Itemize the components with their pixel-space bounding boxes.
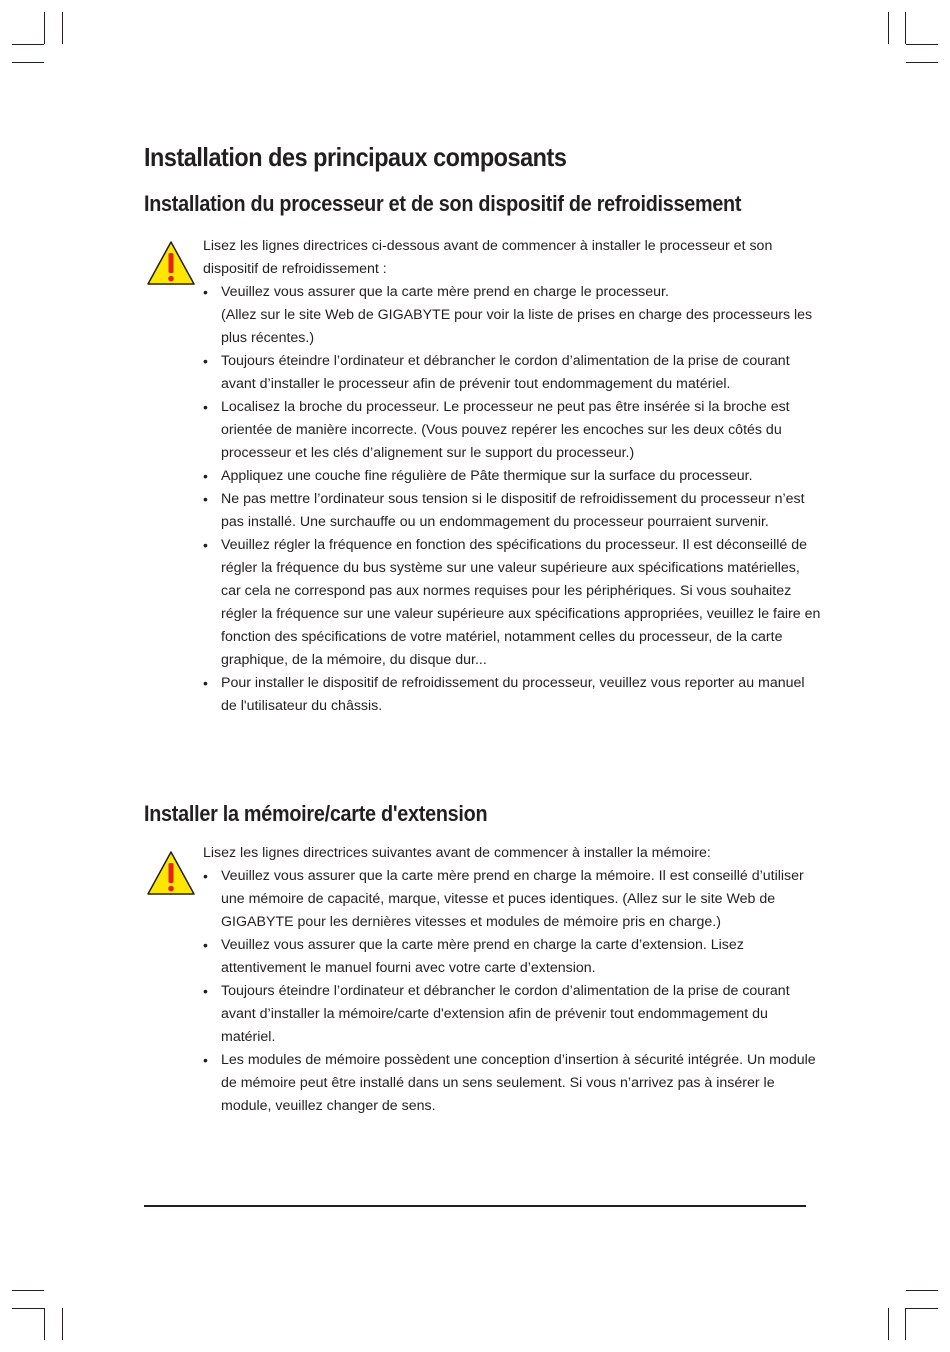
bullet: • xyxy=(203,675,208,691)
list-item-text: Toujours éteindre l’ordinateur et débrancher le cordon d’alimentation de la prise de courant avant d’installer la mémoire/carte d'extension afin de prévenir tout endommagement du matériel. xyxy=(221,983,790,1045)
crop-mark xyxy=(905,1308,906,1340)
list-item-text: Veuillez régler la fréquence en fonction des spécifications du processeur. Il est déconseillé de régler la fréquence du bus système sur une valeur supérieure aux spécifications matérielles, car cela ne correspond pas aux normes requises pour les périphériques. Si vous souhaitez régler la fréquence sur une valeur supérieure aux spécifications appropriées, veuillez le faire en fonction des spécifications de votre matériel, notamment celles du processeur, de la carte graphique, de la mémoire, du disque dur... xyxy=(221,537,821,668)
list-item xyxy=(203,672,823,718)
list-item-text: Les modules de mémoire possèdent une conception d’insertion à sécurité intégrée. Un module de mémoire peut être installé dans un sens seulement. Si vous n’arrivez pas à insérer le module, veuillez changer de sens. xyxy=(221,1052,816,1114)
crop-mark xyxy=(44,1308,45,1340)
memory-guideline-list xyxy=(203,865,823,1118)
bullet: • xyxy=(203,353,208,369)
list-item xyxy=(203,980,823,1049)
crop-mark xyxy=(62,12,63,44)
warning-icon xyxy=(146,240,196,286)
list-item xyxy=(203,1049,823,1118)
crop-mark xyxy=(12,44,44,45)
cpu-guideline-list xyxy=(203,281,823,718)
section-heading-memory: Installer la mémoire/carte d'extension xyxy=(144,801,488,826)
cpu-guidelines xyxy=(203,235,823,718)
warning-icon xyxy=(146,850,196,896)
list-item xyxy=(203,865,823,934)
crop-mark xyxy=(12,1308,44,1309)
crop-mark xyxy=(888,1308,889,1340)
bullet: • xyxy=(203,468,208,484)
list-item-text: Ne pas mettre l’ordinateur sous tension si le dispositif de refroidissement du processeur n’est pas installé. Une surchauffe ou un endommagement du processeur pourraient survenir. xyxy=(221,491,805,530)
crop-mark xyxy=(62,1308,63,1340)
crop-mark xyxy=(12,62,44,63)
list-item-text: Localisez la broche du processeur. Le processeur ne peut pas être insérée si la broche est orientée de manière incorrecte. (Vous pouvez repérer les encoches sur les deux côtés du processeur et les clés d’alignement sur le support du processeur.) xyxy=(221,399,790,461)
bullet: • xyxy=(203,399,208,415)
list-item-note: (Allez sur le site Web de GIGABYTE pour voir la liste de prises en charge des processeurs les plus récentes.) xyxy=(221,307,813,346)
bullet: • xyxy=(203,537,208,553)
crop-mark xyxy=(906,44,938,45)
list-item-text: Pour installer le dispositif de refroidissement du processeur, veuillez vous reporter au manuel de l'utilisateur du châssis. xyxy=(221,675,805,714)
list-item-text: Veuillez vous assurer que la carte mère prend en charge la carte d’extension. Lisez attentivement le manuel fourni avec votre carte d’extension. xyxy=(221,937,744,976)
list-item xyxy=(203,465,823,488)
bullet: • xyxy=(203,491,208,507)
list-item-text: Appliquez une couche fine régulière de Pâte thermique sur la surface du processeur. xyxy=(221,468,753,484)
list-item xyxy=(203,934,823,980)
bullet: • xyxy=(203,284,208,300)
memory-guidelines xyxy=(203,842,823,1118)
list-item xyxy=(203,281,823,350)
crop-mark xyxy=(888,12,889,44)
memory-intro: Lisez les lignes directrices suivantes avant de commencer à installer la mémoire: xyxy=(203,845,711,861)
crop-mark xyxy=(906,62,938,63)
crop-mark xyxy=(905,12,906,44)
crop-mark xyxy=(44,12,45,44)
page-title: Installation des principaux composants xyxy=(144,142,567,172)
crop-mark xyxy=(906,1308,938,1309)
list-item-text: Veuillez vous assurer que la carte mère prend en charge le processeur. xyxy=(221,284,669,300)
list-item-text: Toujours éteindre l’ordinateur et débrancher le cordon d’alimentation de la prise de courant avant d’installer le processeur afin de prévenir tout endommagement du matériel. xyxy=(221,353,790,392)
bullet: • xyxy=(203,937,208,953)
list-item xyxy=(203,488,823,534)
crop-mark xyxy=(12,1290,44,1291)
crop-mark xyxy=(906,1290,938,1291)
footer-rule xyxy=(144,1205,806,1207)
section-heading-cpu: Installation du processeur et de son dispositif de refroidissement xyxy=(144,191,742,216)
list-item xyxy=(203,396,823,465)
bullet: • xyxy=(203,868,208,884)
list-item xyxy=(203,534,823,672)
bullet: • xyxy=(203,1052,208,1068)
list-item-text: Veuillez vous assurer que la carte mère prend en charge la mémoire. Il est conseillé d’utiliser une mémoire de capacité, marque, vitesse et puces identiques. (Allez sur le site Web de GIGABYTE pour les dernières vitesses et modules de mémoire pris en charge.) xyxy=(221,868,804,930)
bullet: • xyxy=(203,983,208,999)
cpu-intro: Lisez les lignes directrices ci-dessous avant de commencer à installer le processeur et son dispositif de refroidissement : xyxy=(203,238,773,277)
list-item xyxy=(203,350,823,396)
